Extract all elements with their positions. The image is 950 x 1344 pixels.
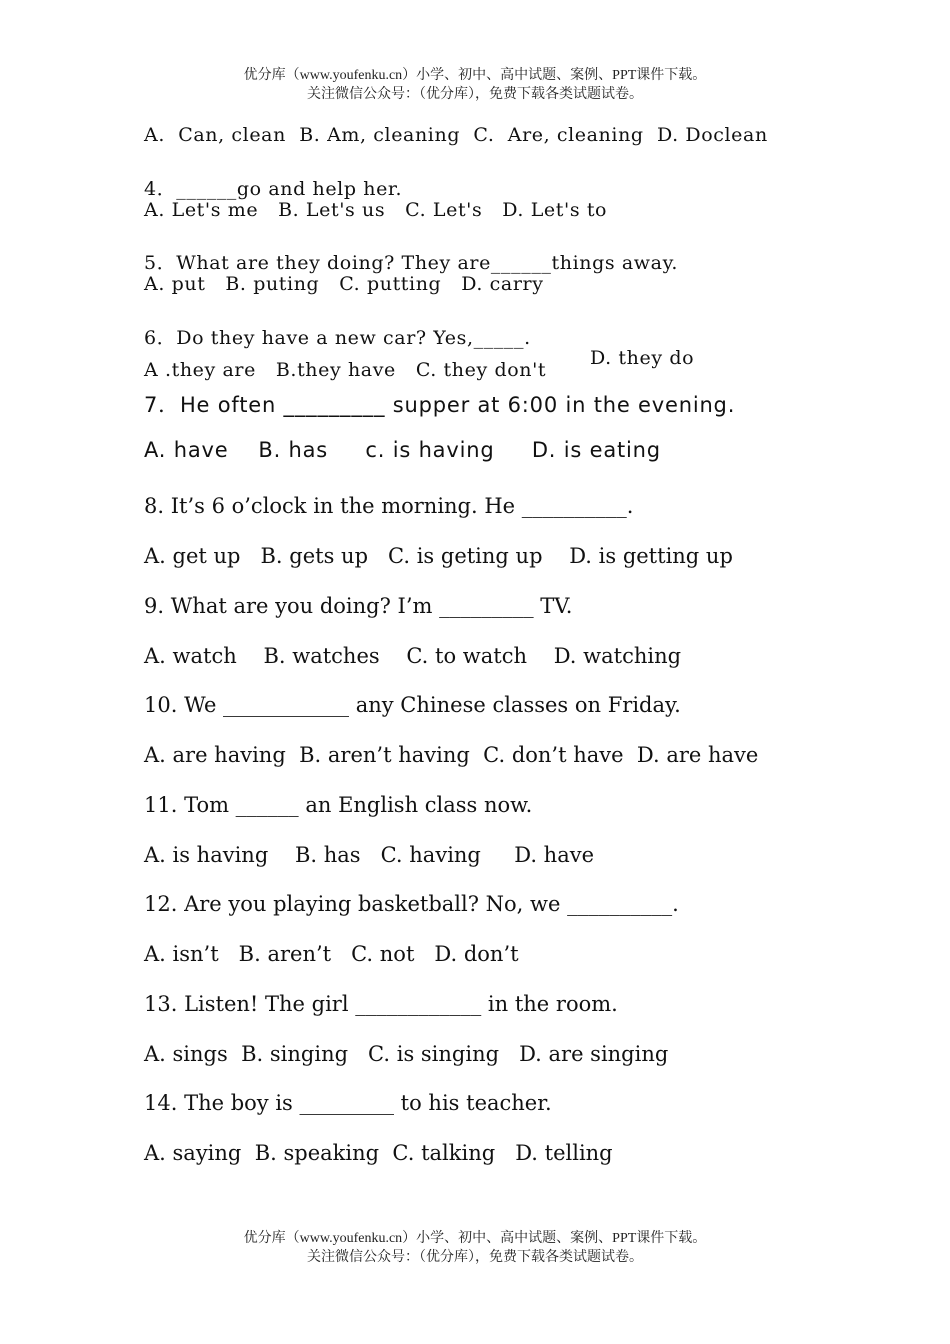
q13-options: A. sings B. singing C. is singing D. are singing [144, 1042, 669, 1066]
q7-options: A. have B. has c. is having D. is eating [144, 438, 661, 462]
footer-line-2: 关注微信公众号：（优分库），免费下载各类试题试卷。 [307, 1250, 643, 1265]
footer-line-1: 优分库（www.youfenku.cn）小学、初中、高中试题、案例、PPT课件下载。 [243, 1231, 707, 1246]
q7-question: 7．He often _________ supper at 6:00 in the evening. [144, 393, 736, 417]
header-line-1: 优分库（www.youfenku.cn）小学、初中、高中试题、案例、PPT课件下载。 [243, 68, 707, 83]
q10-options: A. are having B. aren’t having C. don’t have D. are have [144, 743, 759, 767]
q10-question: 10. We ____________ any Chinese classes on Friday. [144, 693, 681, 717]
q12-question: 12. Are you playing basketball? No, we __________. [144, 892, 679, 916]
q11-question: 11. Tom ______ an English class now. [144, 793, 533, 817]
q14-options: A. saying B. speaking C. talking D. telling [144, 1141, 613, 1165]
q8-options: A. get up B. gets up C. is geting up D. is getting up [144, 544, 733, 568]
q5-question: 5．What are they doing? They are______things away. [144, 252, 679, 274]
q11-options: A. is having B. has C. having D. have [144, 843, 595, 867]
q14-question: 14. The boy is _________ to his teacher. [144, 1091, 552, 1115]
q4-options: A. Let's me B. Let's us C. Let's D. Let's to [144, 199, 608, 221]
q13-question: 13. Listen! The girl ____________ in the room. [144, 992, 618, 1016]
q8-question: 8. It’s 6 o’clock in the morning. He __________. [144, 494, 634, 518]
q6-option-d: D. they do [590, 347, 695, 369]
q6-question: 6．Do they have a new car? Yes,_____. [144, 327, 531, 349]
header-line-2: 关注微信公众号：（优分库），免费下载各类试题试卷。 [307, 87, 643, 102]
q9-options: A. watch B. watches C. to watch D. watching [144, 644, 682, 668]
q9-question: 9. What are you doing? I’m _________ TV. [144, 594, 573, 618]
q5-options: A. put B. puting C. putting D. carry [144, 273, 544, 295]
q12-options: A. isn’t B. aren’t C. not D. don’t [144, 942, 519, 966]
q6-options: A .they are B.they have C. they don't [144, 359, 547, 381]
q3-options: A. Can, clean B. Am, cleaning C. Are, cleaning D. Doclean [144, 124, 768, 146]
q4-question: 4．______go and help her. [144, 178, 403, 200]
